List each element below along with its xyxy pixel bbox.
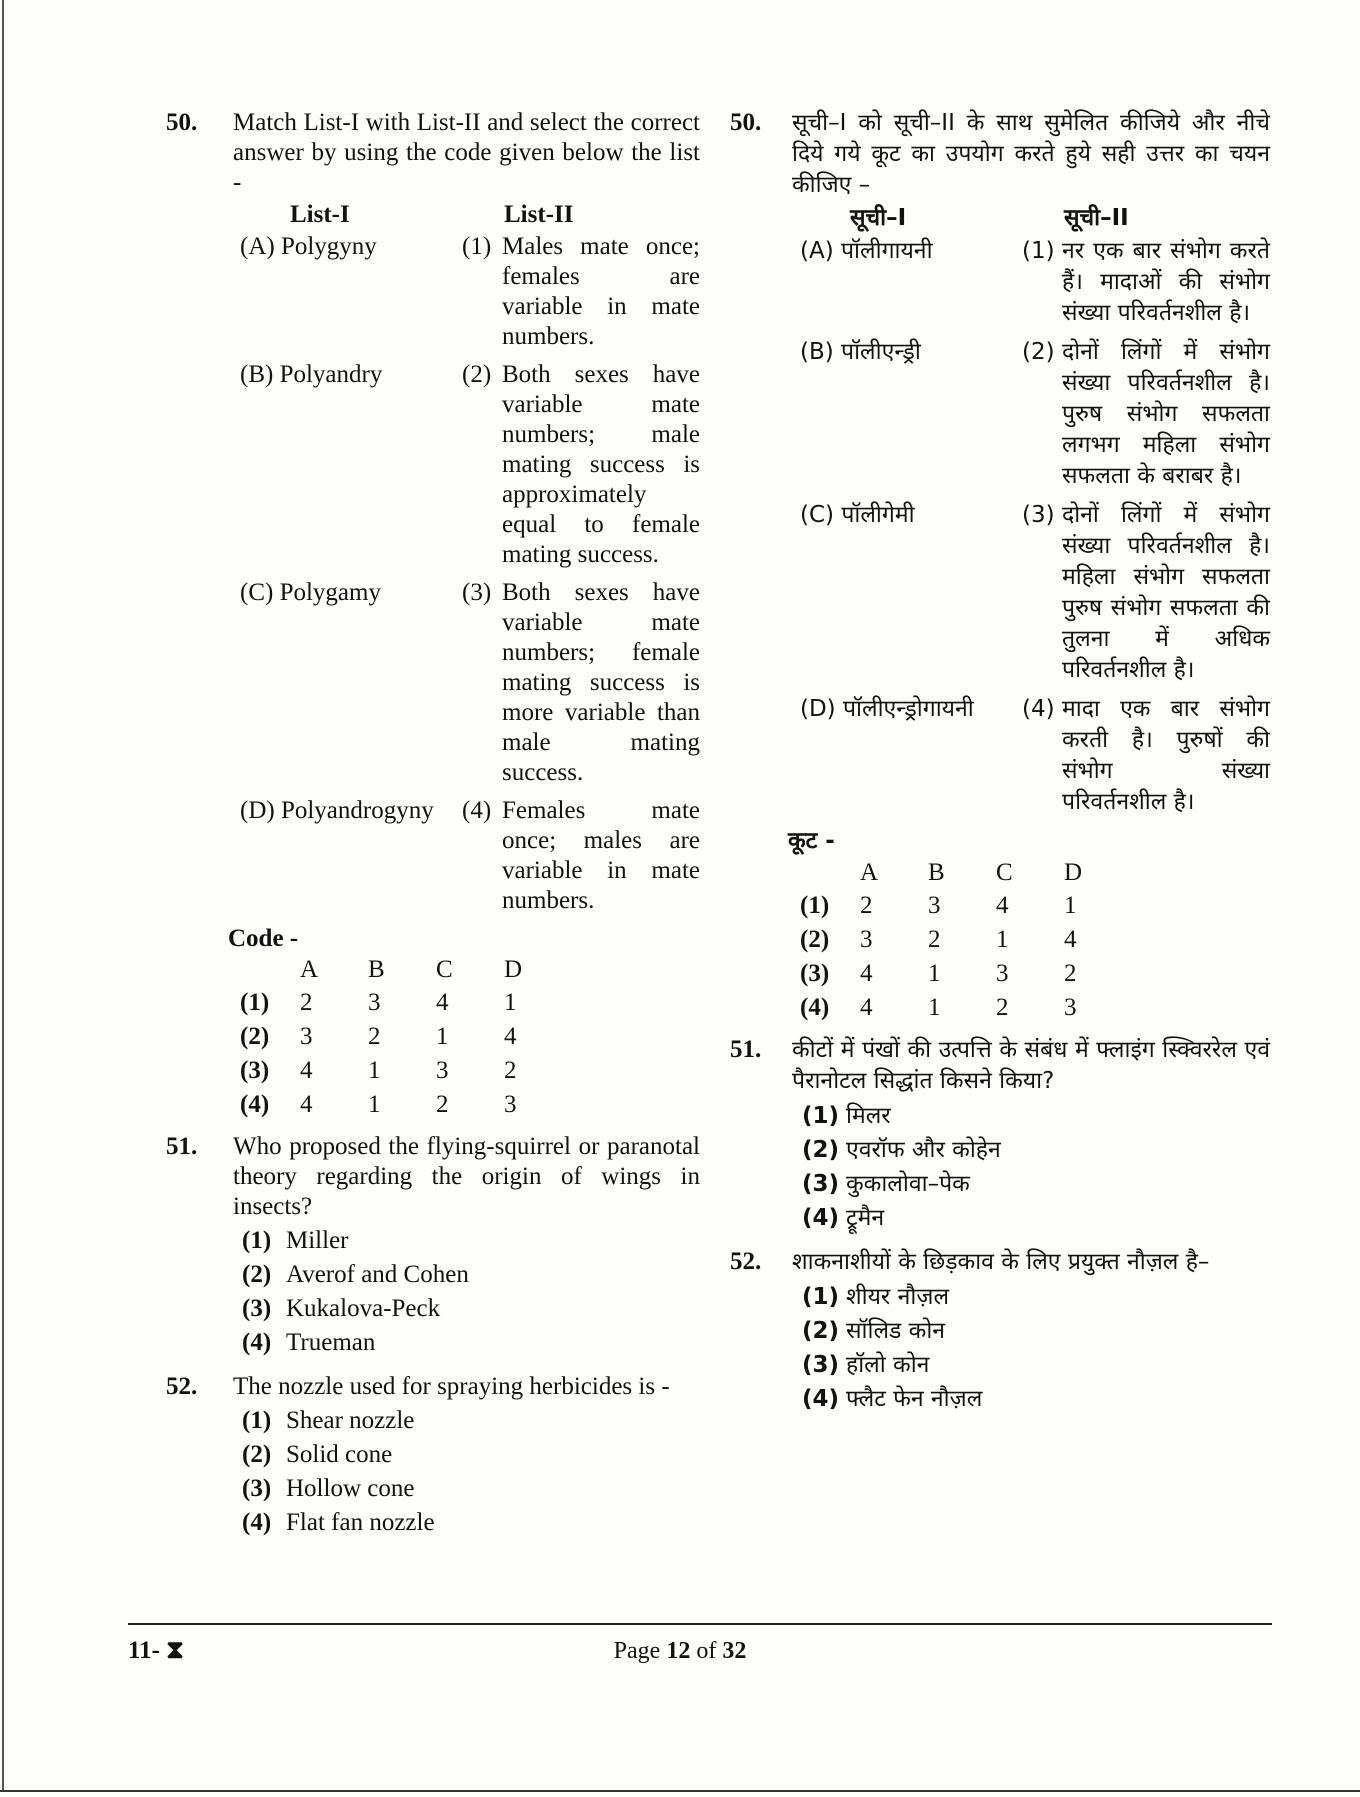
code-cell: 2 (368, 1023, 381, 1050)
option-text: ट्रूमैन (846, 1205, 885, 1231)
question-50 (166, 108, 700, 1122)
list-1-header: List-I (290, 201, 350, 228)
option (242, 1508, 700, 1542)
question-number: 50. (166, 109, 198, 136)
code-row (800, 957, 1132, 991)
code-row (240, 1020, 572, 1054)
match-num: (3) (1022, 502, 1055, 528)
options-list (242, 1226, 700, 1362)
option-number: (3) (242, 1295, 272, 1322)
code-table (240, 954, 572, 1122)
option-number: (1) (802, 1284, 840, 1310)
match-row (800, 500, 1270, 686)
code-cell: 1 (1064, 892, 1077, 919)
code-cell: 2 (300, 989, 313, 1016)
list-headers (290, 200, 700, 230)
code-row (800, 991, 1132, 1025)
code-header: C (436, 956, 453, 983)
code-cell: 4 (300, 1057, 313, 1084)
options-list (802, 1101, 1270, 1237)
code-title: Code - (228, 925, 299, 952)
code-header: B (928, 859, 945, 886)
code-cell: 1 (368, 1057, 381, 1084)
code-cell: 2 (860, 892, 873, 919)
option-text: Shear nozzle (286, 1407, 415, 1434)
code-row (800, 923, 1132, 957)
code-header: B (368, 956, 385, 983)
option-text: Miller (286, 1227, 349, 1254)
page-label: Page (613, 1638, 667, 1664)
page-of: of (690, 1638, 723, 1664)
option (802, 1169, 1270, 1203)
question-51-hindi (730, 1035, 1270, 1237)
code-cell: 4 (436, 989, 449, 1016)
option-text: मिलर (846, 1103, 891, 1129)
match-left: (C) पॉलीगेमी (800, 502, 915, 528)
total-pages: 32 (722, 1638, 747, 1664)
question-text: शाकनाशीयों के छिड़काव के लिए प्रयुक्त नौज़ल है– (792, 1249, 1210, 1275)
code-option: (4) (240, 1091, 270, 1118)
question-number: 52. (730, 1248, 762, 1275)
option-text: Kukalova-Peck (286, 1295, 441, 1322)
option-text: Solid cone (286, 1441, 393, 1468)
match-left: (D) पॉलीएन्ड्रोगायनी (800, 696, 974, 722)
match-row (240, 796, 700, 916)
option (242, 1328, 700, 1362)
option (242, 1406, 700, 1440)
match-left: (A) Polygyny (240, 233, 377, 260)
code-cell: 2 (504, 1057, 517, 1084)
option-number: (3) (802, 1352, 840, 1378)
option-text: फ्लैट फेन नौज़ल (846, 1386, 983, 1412)
question-text: कीटों में पंखों की उत्पत्ति के संबंध में फ्लाइंग स्क्विररेल एवं पैरानोटल सिद्धांत किसने किया? (792, 1037, 1270, 1094)
match-right: दोनों लिंगों में संभोग संख्या परिवर्तनशील है। पुरुष संभोग सफलता लगभग महिला संभोग सफलता के बराबर है। (1062, 339, 1270, 489)
match-left: (B) पॉलीएन्ड्री (800, 339, 921, 365)
hindi-column (730, 108, 1270, 1428)
code-header: C (996, 859, 1013, 886)
code-cell: 3 (368, 989, 381, 1016)
code-header: A (300, 956, 319, 983)
option-text: Hollow cone (286, 1475, 415, 1502)
match-num: (2) (462, 361, 492, 388)
english-column (166, 108, 700, 1552)
code-cell: 1 (928, 994, 941, 1021)
match-row (800, 337, 1270, 492)
option-number: (4) (242, 1509, 272, 1536)
option-number: (2) (802, 1137, 840, 1163)
question-50-hindi (730, 108, 1270, 1025)
match-right: नर एक बार संभोग करते हैं। मादाओं की संभोग संख्या परिवर्तनशील है। (1062, 238, 1270, 326)
option-text: कुकालोवा–पेक (846, 1171, 970, 1197)
question-text: The nozzle used for spraying herbicides is - (233, 1373, 670, 1400)
current-page: 12 (666, 1638, 691, 1664)
code-cell: 3 (860, 926, 873, 953)
option-text: एवरॉफ और कोहेन (846, 1137, 1001, 1163)
code-cell: 3 (504, 1091, 517, 1118)
match-right: मादा एक बार संभोग करती है। पुरुषों की संभोग संख्या परिवर्तनशील है। (1062, 696, 1270, 815)
code-cell: 2 (928, 926, 941, 953)
page-number (0, 1636, 1360, 1666)
options-list (242, 1406, 700, 1542)
code-header: A (860, 859, 879, 886)
code-cell: 4 (860, 994, 873, 1021)
code-header: D (1064, 859, 1083, 886)
code-cell: 2 (996, 994, 1009, 1021)
option-number: (4) (242, 1329, 272, 1356)
option-number: (1) (802, 1103, 840, 1129)
booklet-code: 11- ⧗ (128, 1637, 184, 1664)
question-text: Match List-I with List-II and select the correct answer by using the code given below the list - (233, 109, 700, 196)
question-52-hindi (730, 1247, 1270, 1418)
question-text: Who proposed the flying-squirrel or paranotal theory regarding the origin of wings in insects? (233, 1133, 700, 1220)
code-cell: 4 (996, 892, 1009, 919)
option (242, 1294, 700, 1328)
match-row (240, 232, 700, 352)
option (242, 1440, 700, 1474)
match-right: Females mate once; males are variable in mate numbers. (502, 797, 700, 914)
option (802, 1203, 1270, 1237)
code-option: (2) (800, 926, 830, 953)
option-text: सॉलिड कोन (846, 1318, 946, 1344)
match-row (240, 578, 700, 788)
question-number: 51. (730, 1036, 762, 1063)
question-51 (166, 1132, 700, 1362)
code-cell: 4 (1064, 926, 1077, 953)
code-option: (3) (240, 1057, 270, 1084)
option-text: शीयर नौज़ल (846, 1284, 950, 1310)
match-row (800, 236, 1270, 329)
option-number: (3) (802, 1171, 840, 1197)
list-headers (850, 203, 1270, 234)
code-option: (1) (240, 989, 270, 1016)
match-num: (2) (1022, 339, 1055, 365)
option-number: (1) (242, 1227, 272, 1254)
option-number: (3) (242, 1475, 272, 1502)
match-num: (1) (462, 233, 492, 260)
option (802, 1135, 1270, 1169)
code-row (800, 889, 1132, 923)
option-text: हॉलो कोन (846, 1352, 930, 1378)
option-number: (2) (242, 1261, 272, 1288)
match-left: (B) Polyandry (240, 361, 383, 388)
code-cell: 4 (300, 1091, 313, 1118)
match-right: Both sexes have variable mate numbers; female mating success is more variable than male mating success. (502, 579, 700, 786)
match-row (800, 694, 1270, 818)
question-number: 51. (166, 1133, 198, 1160)
code-option: (4) (800, 994, 830, 1021)
footer-divider (128, 1623, 1272, 1625)
code-cell: 1 (928, 960, 941, 987)
list-1-header: सूची–I (850, 205, 907, 231)
match-num: (3) (462, 579, 492, 606)
list-2-header: List-II (504, 201, 574, 228)
code-row (240, 1054, 572, 1088)
question-number: 52. (166, 1373, 198, 1400)
option-text: Averof and Cohen (286, 1261, 469, 1288)
option-text: Flat fan nozzle (286, 1509, 435, 1536)
option (802, 1350, 1270, 1384)
code-cell: 3 (436, 1057, 449, 1084)
match-right: दोनों लिंगों में संभोग संख्या परिवर्तनशील है। महिला संभोग सफलता पुरुष संभोग सफलता की तुलना में अधिक परिवर्तनशील है। (1062, 502, 1270, 683)
code-cell: 4 (504, 1023, 517, 1050)
code-cell: 1 (504, 989, 517, 1016)
option-number: (4) (802, 1386, 840, 1412)
code-cell: 3 (1064, 994, 1077, 1021)
match-right: Both sexes have variable mate numbers; male mating success is approximately equal to female mating success. (502, 361, 700, 568)
code-cell: 3 (996, 960, 1009, 987)
match-row (240, 360, 700, 570)
code-option: (3) (800, 960, 830, 987)
match-left: (C) Polygamy (240, 579, 381, 606)
option (802, 1316, 1270, 1350)
option (802, 1384, 1270, 1418)
option-number: (2) (802, 1318, 840, 1344)
scan-edge-line (2, 0, 4, 1790)
option-number: (4) (802, 1205, 840, 1231)
question-52 (166, 1372, 700, 1542)
match-right: Males mate once; females are variable in mate numbers. (502, 233, 700, 350)
code-cell: 1 (436, 1023, 449, 1050)
code-cell: 3 (300, 1023, 313, 1050)
question-text: सूची–I को सूची–II के साथ सुमेलित कीजिये और नीचे दिये गये कूट का उपयोग करते हुये सही उत्तर का चयन कीजिए – (792, 110, 1270, 198)
match-left: (A) पॉलीगायनी (800, 238, 933, 264)
code-row (240, 1088, 572, 1122)
code-cell: 2 (436, 1091, 449, 1118)
option-text: Trueman (286, 1329, 376, 1356)
code-cell: 3 (928, 892, 941, 919)
code-title: कूट - (788, 828, 835, 854)
option (242, 1260, 700, 1294)
match-num: (4) (1022, 696, 1055, 722)
scan-bottom-line (0, 1790, 1360, 1792)
option (242, 1226, 700, 1260)
code-table (800, 857, 1132, 1025)
code-option: (2) (240, 1023, 270, 1050)
code-cell: 4 (860, 960, 873, 987)
option (802, 1101, 1270, 1135)
code-cell: 1 (368, 1091, 381, 1118)
match-num: (4) (462, 797, 492, 824)
options-list (802, 1282, 1270, 1418)
question-number: 50. (730, 109, 762, 136)
option-number: (2) (242, 1441, 272, 1468)
list-2-header: सूची–II (1064, 205, 1129, 231)
match-left: (D) Polyandrogyny (240, 797, 434, 824)
match-num: (1) (1022, 238, 1055, 264)
code-option: (1) (800, 892, 830, 919)
option (802, 1282, 1270, 1316)
option (242, 1474, 700, 1508)
code-cell: 2 (1064, 960, 1077, 987)
code-row (240, 986, 572, 1020)
code-header: D (504, 956, 523, 983)
option-number: (1) (242, 1407, 272, 1434)
code-cell: 1 (996, 926, 1009, 953)
